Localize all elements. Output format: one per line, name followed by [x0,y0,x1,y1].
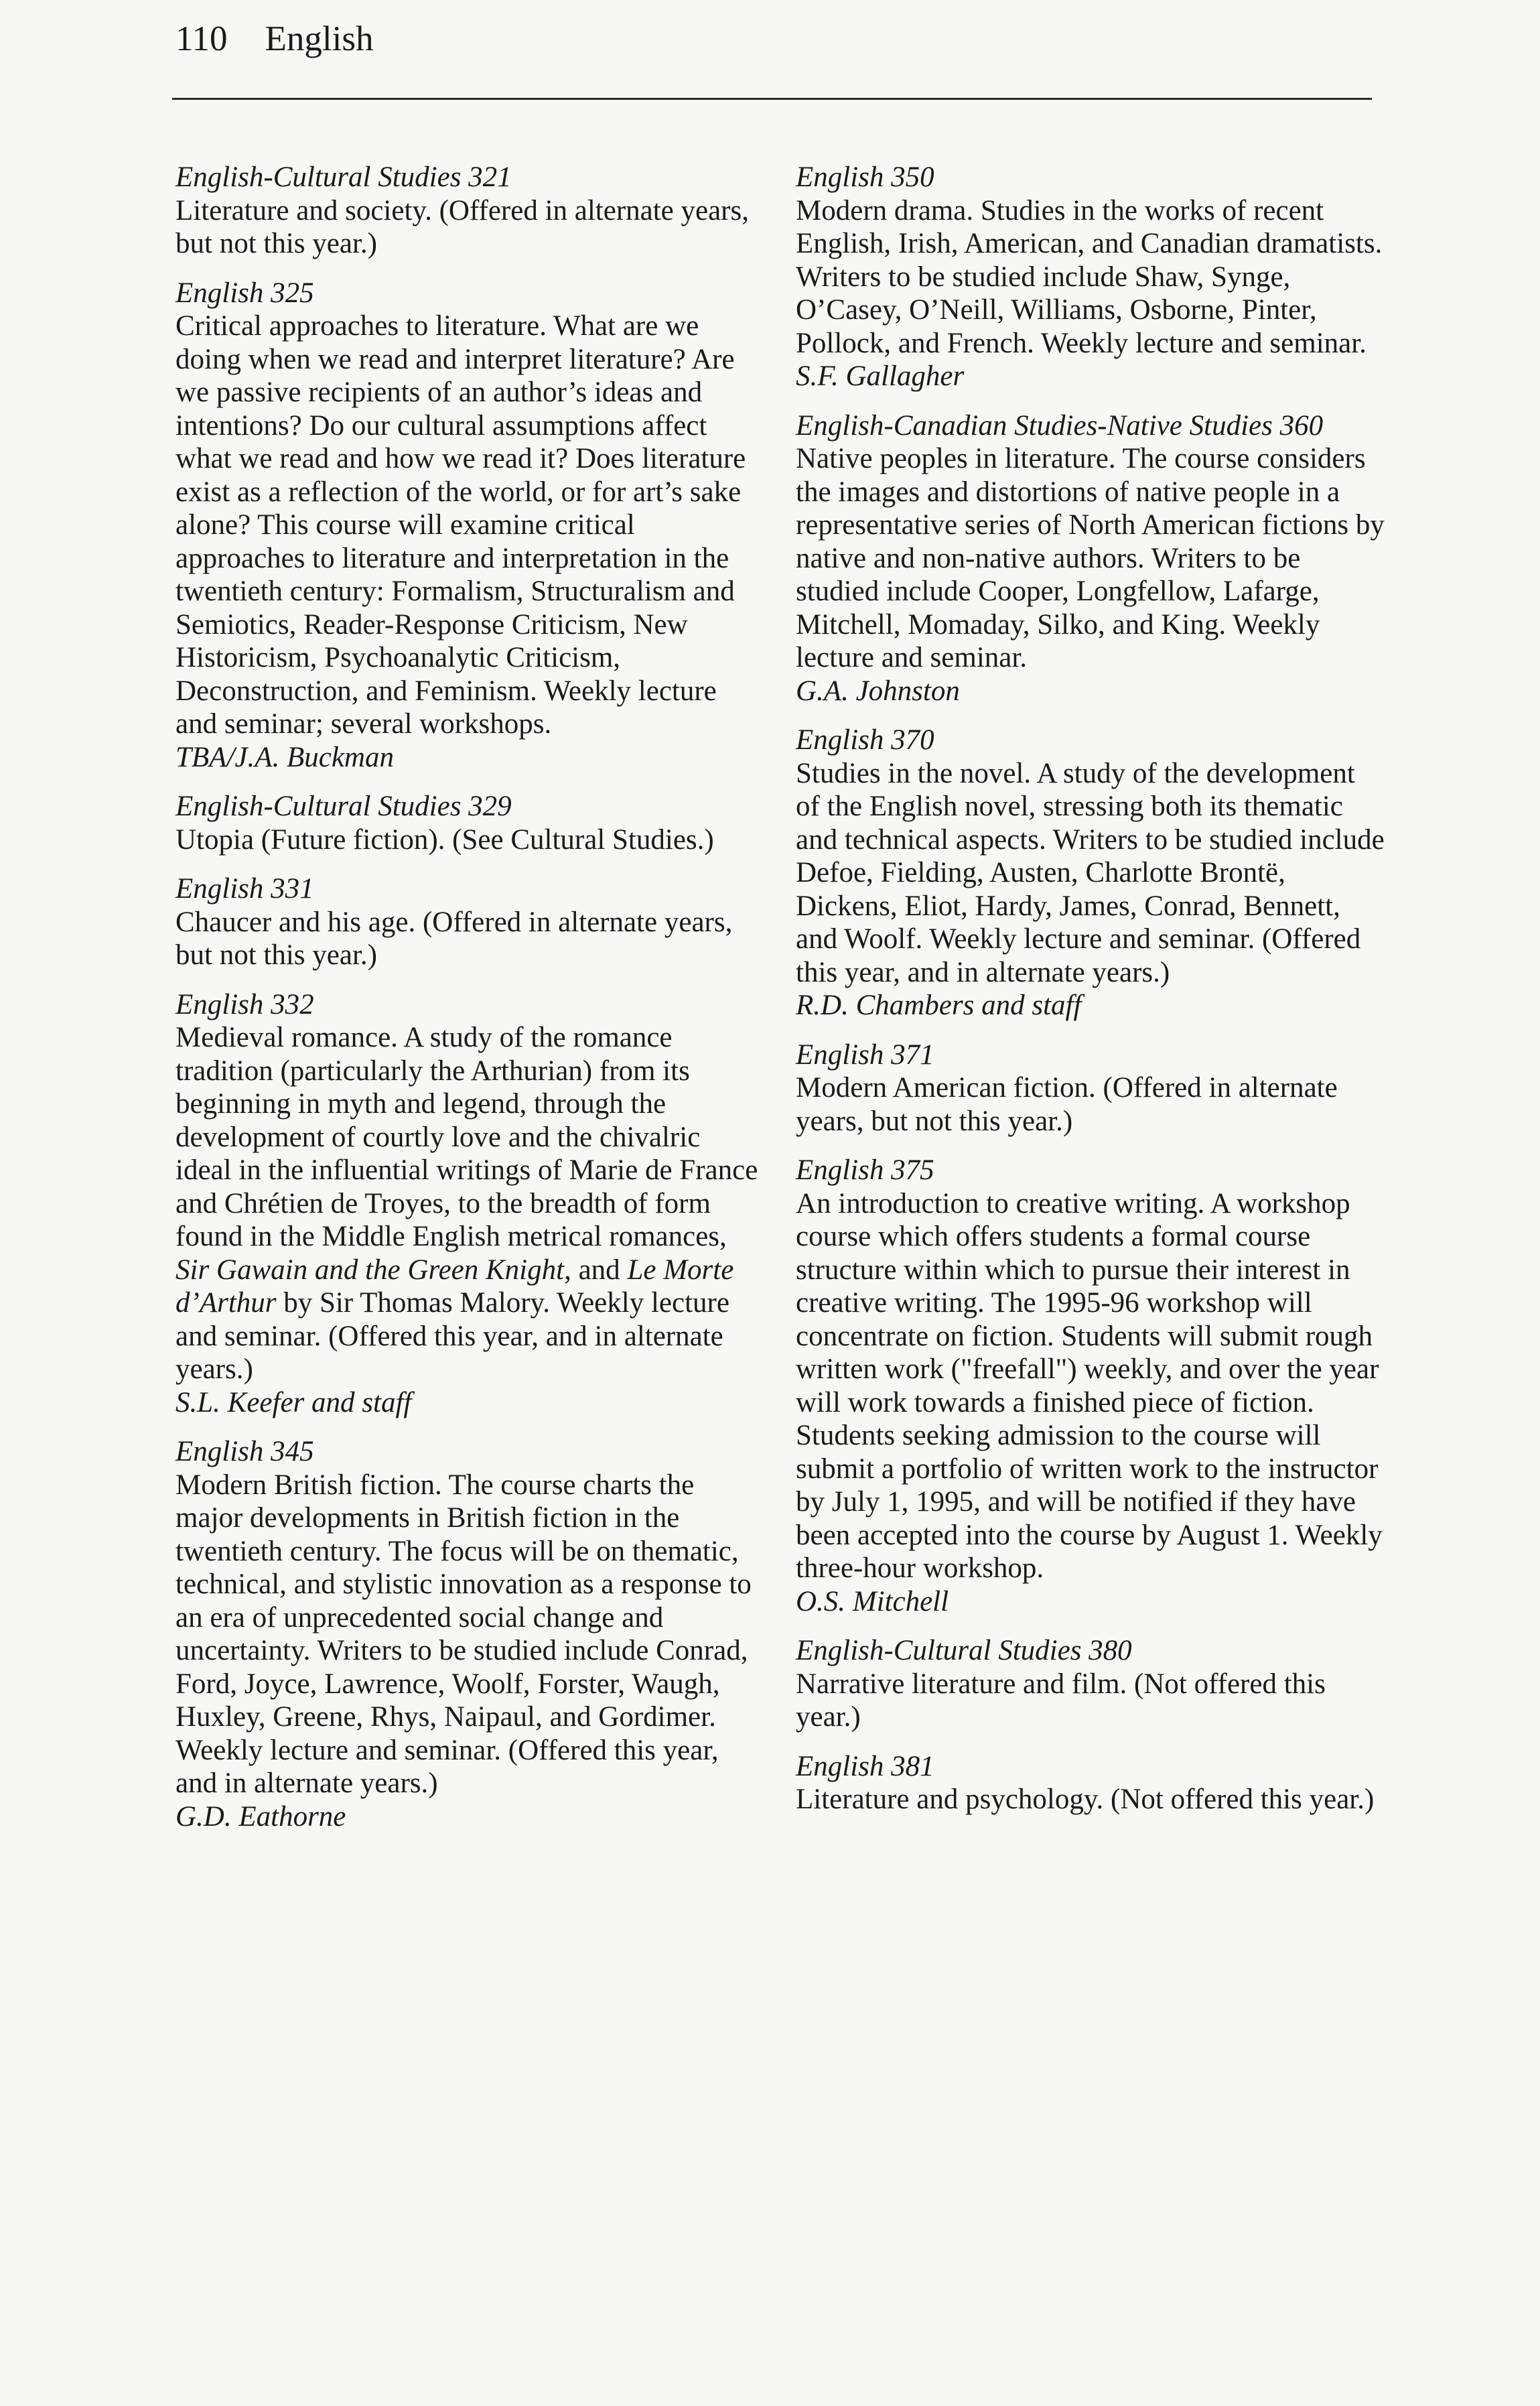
course-heading: English 371 [796,1039,934,1071]
course-entry [796,1039,1385,1138]
course-heading: English 375 [796,1154,934,1186]
course-description: Studies in the novel. A study of the development of the English novel, stressing both its thematic and technical aspects. Writers to be studied include Defoe, Fielding, Austen, Charlotte Brontë, Dickens, Eliot, Hardy, James, Conrad, Bennett, and Woolf. Weekly lecture and seminar. (Offered this year, and in alternate years.) [796,757,1385,988]
course-heading: English 325 [176,277,314,309]
course-entry [796,724,1385,1022]
course-instructor: G.A. Johnston [796,675,960,707]
work-title: Sir Gawain and the Green Knight [176,1254,565,1286]
work-title: Le Morte d’Arthur [176,1254,734,1319]
course-description: Narrative literature and film. (Not offered this year.) [796,1668,1326,1733]
course-entry [176,790,758,856]
course-instructor: G.D. Eathorne [176,1800,346,1832]
course-description: Utopia (Future fiction). (See Cultural Studies.) [176,823,714,856]
course-instructor: S.F. Gallagher [796,360,965,392]
course-instructor: O.S. Mitchell [796,1585,949,1617]
course-heading: English 381 [796,1750,934,1782]
course-heading: English-Cultural Studies 321 [176,161,512,193]
course-heading: English-Canadian Studies-Native Studies 360 [796,409,1324,442]
course-description: Native peoples in literature. The course considers the images and distortions of native people in a representative series of North American fictions by native and non-native authors. Writers to be studied include Cooper, Longfellow, Lafarge, Mitchell, Momaday, Silko, and King. Weekly lecture and seminar. [796,443,1385,673]
course-entry [176,1435,758,1833]
section-title: English [265,19,374,58]
course-instructor: R.D. Chambers and staff [796,990,1082,1021]
course-heading: English 331 [176,873,314,905]
course-description: Medieval romance. A study of the romance tradition (particularly the Arthurian) from its beginning in myth and legend, through the development of courtly love and the chivalric ideal in the influential writings of Marie de France and Chrétien de Troyes, to the breadth of form found in the Middle English metrical romances, Sir Gawain and the Green Knight, and Le Morte d’Arthur by Sir Thomas Malory. Weekly lecture and seminar. (Offered this year, and in alternate years.) [176,1022,758,1385]
course-heading: English 332 [176,988,314,1020]
course-entry [796,161,1385,393]
course-heading: English 350 [796,161,934,193]
course-entry [176,277,758,775]
course-heading: English-Cultural Studies 380 [796,1635,1132,1666]
left-column [176,161,758,1849]
course-heading: English 370 [796,724,934,756]
page-number: 110 [176,19,228,58]
course-description: Modern American fiction. (Offered in alternate years, but not this year.) [796,1072,1338,1137]
page-header [176,12,374,66]
header-rule [172,98,1372,100]
course-description: Modern drama. Studies in the works of recent English, Irish, American, and Canadian dramatists. Writers to be studied include Shaw, Synge, O’Casey, O’Neill, Williams, Osborne, Pinter, Pollock, and French. Weekly lecture and seminar. [796,194,1383,359]
course-instructor: TBA/J.A. Buckman [176,741,394,773]
course-entry [176,872,758,972]
course-description: Modern British fiction. The course charts the major developments in British fiction in the twentieth century. The focus will be on thematic, technical, and stylistic innovation as a response to an era of unprecedented social change and uncertainty. Writers to be studied include Conrad, Ford, Joyce, Lawrence, Woolf, Forster, Waugh, Huxley, Greene, Rhys, Naipaul, and Gordimer. Weekly lecture and seminar. (Offered this year, and in alternate years.) [176,1469,752,1799]
course-heading: English 345 [176,1436,314,1467]
course-entry [796,409,1385,708]
course-description: Literature and society. (Offered in alternate years, but not this year.) [176,194,749,259]
course-entry [796,1634,1385,1734]
course-description: Critical approaches to literature. What are we doing when we read and interpret literature? Are we passive recipients of an author’s ideas and intentions? Do our cultural assumptions affect what we read and how we read it? Does literature exist as a reflection of the world, or for art’s sake alone? This course will examine critical approaches to literature and interpretation in the twentieth century: Formalism, Structuralism and Semiotics, Reader-Response Criticism, New Historicism, Psychoanalytic Criticism, Deconstruction, and Feminism. Weekly lecture and seminar; several workshops. [176,310,746,740]
course-entry [176,161,758,261]
course-description: Chaucer and his age. (Offered in alternate years, but not this year.) [176,906,733,971]
course-instructor: S.L. Keefer and staff [176,1386,412,1418]
course-description: Literature and psychology. (Not offered this year.) [796,1784,1375,1815]
right-column [796,161,1385,1832]
course-entry [796,1154,1385,1618]
course-description: An introduction to creative writing. A workshop course which offers students a formal course structure within which to pursue their interest in creative writing. The 1995-96 workshop will concentrate on fiction. Students will submit rough written work ("freefall") weekly, and over the year will work towards a finished piece of fiction. Students seeking admission to the course will submit a portfolio of written work to the instructor by July 1, 1995, and will be notified if they have been accepted into the course by August 1. Weekly three-hour workshop. [796,1187,1383,1584]
course-entry [176,988,758,1420]
course-entry [796,1750,1385,1816]
course-heading: English-Cultural Studies 329 [176,791,512,822]
